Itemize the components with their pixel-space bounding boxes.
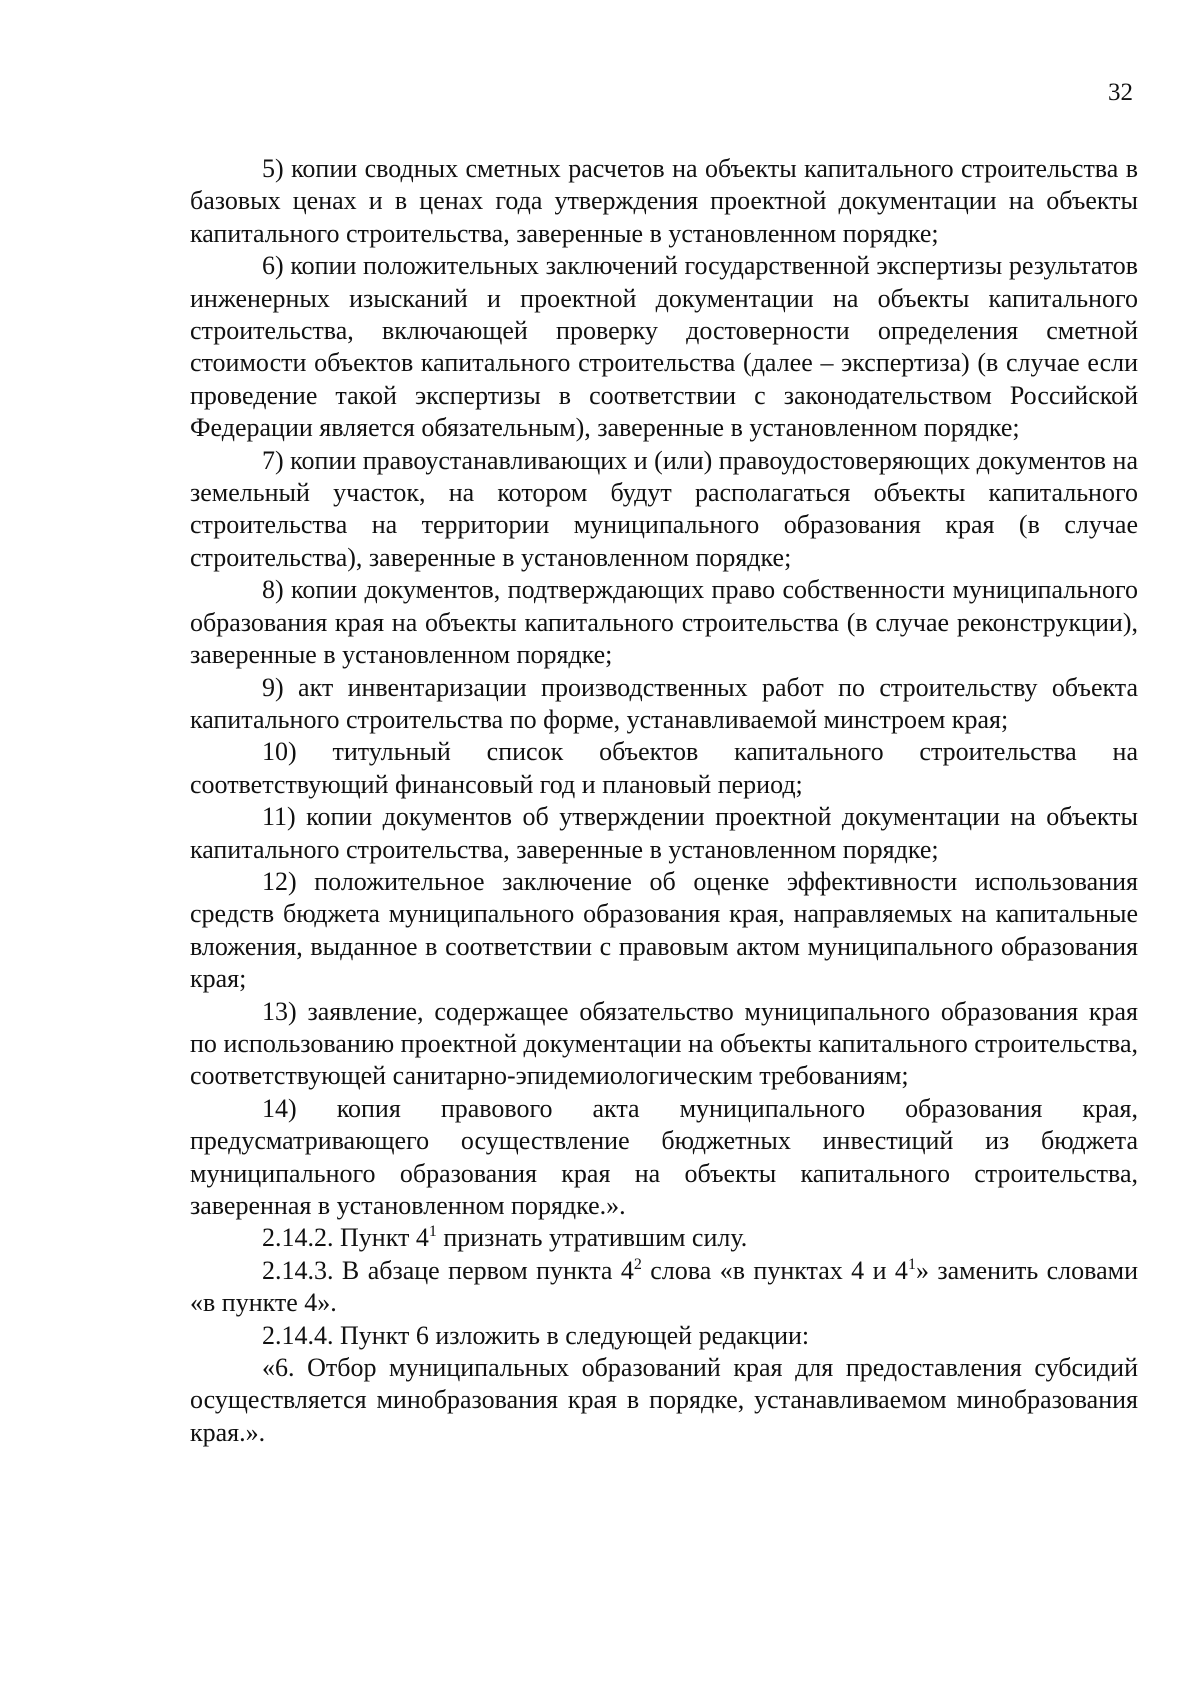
clause-2-14-3-text-b: слова «в пунктах 4 и 4 <box>641 1255 908 1285</box>
list-item-5: 5) копии сводных сметных расчетов на объекты капитального строительства в базовых ценах и в ценах года утверждения проектной документации на объекты капитального строительства, заверенные в установленном порядке; <box>190 154 1138 248</box>
list-item-12: 12) положительное заключение об оценке эффективности использования средств бюджета муниципального образования края, направляемых на капитальные вложения, выданное в соответствии с правовым актом муниципального образования края; <box>190 866 1138 994</box>
clause-2-14-3-text-a: 2.14.3. В абзаце первом пункта 4 <box>262 1255 634 1285</box>
superscript: 1 <box>907 1255 916 1273</box>
list-item-6: 6) копии положительных заключений государственной экспертизы результатов инженерных изысканий и проектной документации на объекты капитального строительства, включающей проверку достоверности определения сметной стоимости объектов капитального строительства (далее – экспертиза) (в случае если проведение такой экспертизы в соответствии с законодательством Российской Федерации является обязательным), заверенные в установленном порядке; <box>190 251 1138 443</box>
superscript: 1 <box>428 1223 437 1241</box>
clause-2-14-2-text-b: признать утратившим силу. <box>436 1223 748 1253</box>
clause-2-14-4: 2.14.4. Пункт 6 изложить в следующей редакции: <box>262 1320 810 1350</box>
clause-2-14-2-text-a: 2.14.2. Пункт 4 <box>262 1223 429 1253</box>
clause-2-14-3-text-c: » заменить словами «в пункте 4». <box>190 1255 1138 1318</box>
list-item-9: 9) акт инвентаризации производственных работ по строительству объекта капитального строительства по форме, устанавливаемой минстроем края; <box>190 672 1138 734</box>
quoted-clause-6: «6. Отбор муниципальных образований края для предоставления субсидий осуществляется минобразования края в порядке, устанавливаемом минобразования края.». <box>190 1353 1138 1447</box>
list-item-10: 10) титульный список объектов капитального строительства на соответствующий финансовый год и плановый период; <box>190 737 1138 799</box>
list-item-7: 7) копии правоустанавливающих и (или) правоудостоверяющих документов на земельный участок, на котором будут располагаться объекты капитального строительства на территории муниципального образования края (в случае строительства), заверенные в установленном порядке; <box>190 445 1138 572</box>
clause-2-14-2 <box>190 1222 1138 1254</box>
list-item-11: 11) копии документов об утверждении проектной документации на объекты капитального строительства, заверенные в установленном порядке; <box>190 802 1138 864</box>
page-number: 32 <box>1108 79 1133 106</box>
clause-2-14-3 <box>190 1255 1138 1320</box>
list-item-14: 14) копия правового акта муниципального образования края, предусматривающего осуществление бюджетных инвестиций из бюджета муниципального образования края на объекты капитального строительства, заверенная в установленном порядке.». <box>190 1093 1138 1220</box>
document-body <box>190 153 1138 1449</box>
superscript: 2 <box>633 1255 642 1273</box>
list-item-13: 13) заявление, содержащее обязательство муниципального образования края по использованию проектной документации на объекты капитального строительства, соответствующей санитарно-эпидемиологическим требованиям; <box>190 996 1138 1091</box>
list-item-8: 8) копии документов, подтверждающих право собственности муниципального образования края на объекты капитального строительства (в случае реконструкции), заверенные в установленном порядке; <box>190 575 1138 670</box>
